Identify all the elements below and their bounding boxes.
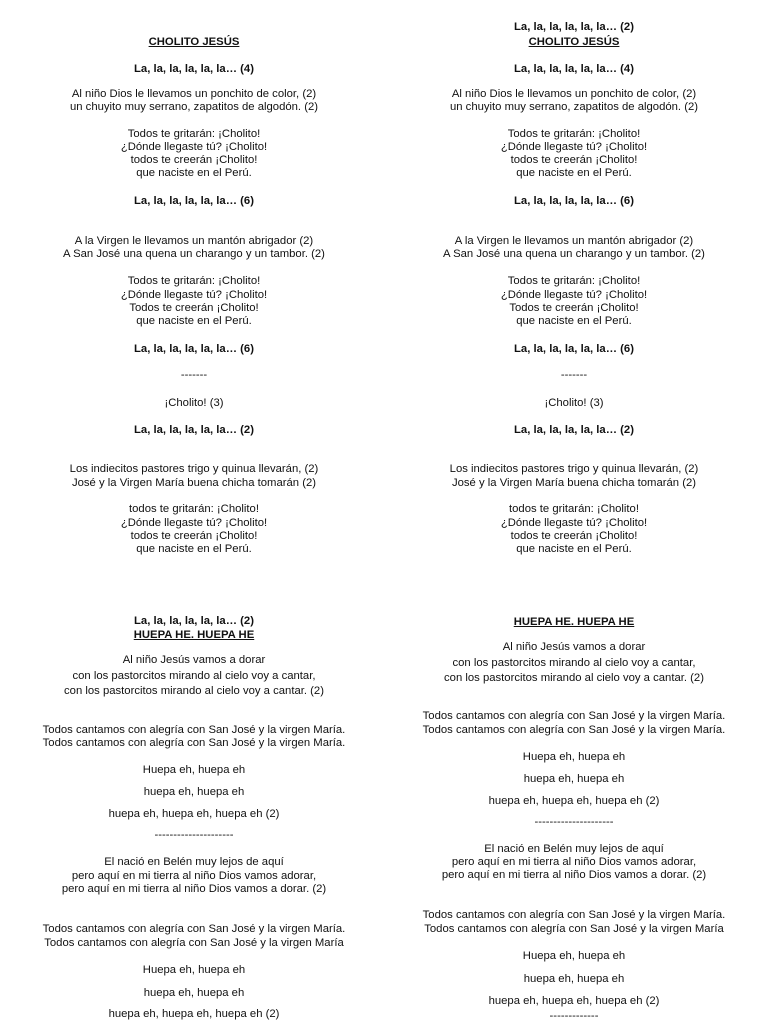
verse-line: pero aquí en mi tierra al niño Dios vamos a dorar. (2)	[61, 883, 327, 895]
chorus-line: Todos te gritarán: ¡Cholito!	[127, 128, 261, 140]
todos-line: Todos cantamos con alegría con San José y la virgen María.	[422, 710, 726, 722]
chorus-line: Todos te gritarán: ¡Cholito!	[507, 128, 641, 140]
verse-line: A la Virgen le llevamos un mantón abrigador (2)	[454, 235, 694, 247]
chorus-line: todos te creerán ¡Cholito!	[510, 530, 638, 542]
chorus-line: todos te creerán ¡Cholito!	[510, 154, 638, 166]
chorus-line: ¿Dónde llegaste tú? ¡Cholito!	[500, 141, 648, 153]
refrain: La, la, la, la, la, la… (6)	[134, 195, 254, 207]
chorus-line: Todos te creerán ¡Cholito!	[129, 302, 259, 314]
verse-line: pero aquí en mi tierra al niño Dios vamos adorar,	[451, 856, 697, 868]
todos-line: Todos cantamos con alegría con San José y la virgen María.	[422, 909, 726, 921]
chorus-line: todos te creerán ¡Cholito!	[130, 154, 258, 166]
verse-line: con los pastorcitos mirando al cielo voy a cantar. (2)	[444, 672, 704, 684]
chorus-line: que naciste en el Perú.	[136, 315, 252, 327]
chorus-line: que naciste en el Perú.	[516, 315, 632, 327]
verse-line: con los pastorcitos mirando al cielo voy a cantar. (2)	[64, 685, 324, 697]
refrain: La, la, la, la, la, la… (2)	[134, 424, 254, 436]
huepa-line: Huepa eh, huepa eh	[522, 751, 626, 763]
huepa-line: Huepa eh, huepa eh	[142, 964, 246, 976]
todos-line: Todos cantamos con alegría con San José y la virgen María	[44, 937, 344, 949]
chorus-line: todos te creerán ¡Cholito!	[130, 530, 258, 542]
verse-line: A San José una quena un charango y un tambor. (2)	[63, 248, 325, 260]
refrain: La, la, la, la, la, la… (6)	[514, 195, 634, 207]
refrain: La, la, la, la, la, la… (2)	[134, 615, 254, 627]
verse-line: Al niño Dios le llevamos un ponchito de color, (2)	[451, 88, 697, 100]
chorus-line: Todos te gritarán: ¡Cholito!	[127, 275, 261, 287]
huepa-line: huepa eh, huepa eh	[143, 786, 245, 798]
verse-line: Los indiecitos pastores trigo y quinua llevarán, (2)	[449, 463, 699, 475]
todos-line: Todos cantamos con alegría con San José y la virgen María.	[42, 737, 346, 749]
verse-line: un chuyito muy serrano, zapatitos de algodón. (2)	[449, 101, 699, 113]
verse-line: Al niño Jesús vamos a dorar	[502, 641, 646, 653]
song-title: CHOLITO JESÚS	[148, 36, 240, 48]
verse-line: El nació en Belén muy lejos de aquí	[484, 843, 664, 855]
refrain: La, la, la, la, la, la… (4)	[514, 63, 634, 75]
verse-line: pero aquí en mi tierra al niño Dios vamos a dorar. (2)	[441, 869, 707, 881]
chorus-line: ¿Dónde llegaste tú? ¡Cholito!	[500, 517, 648, 529]
huepa-line: huepa eh, huepa eh, huepa eh (2)	[108, 1008, 280, 1020]
chorus-line: que naciste en el Perú.	[136, 543, 252, 555]
separator: -------	[180, 369, 208, 381]
refrain: La, la, la, la, la, la… (4)	[134, 63, 254, 75]
song-title: HUEPA HE. HUEPA HE	[133, 629, 255, 641]
chorus-line: ¿Dónde llegaste tú? ¡Cholito!	[120, 141, 268, 153]
verse-line: El nació en Belén muy lejos de aquí	[104, 856, 284, 868]
refrain: La, la, la, la, la, la… (6)	[134, 343, 254, 355]
song-title: HUEPA HE. HUEPA HE	[513, 616, 635, 628]
cholito-line: ¡Cholito! (3)	[164, 397, 224, 409]
todos-line: Todos cantamos con alegría con San José y la virgen María.	[422, 724, 726, 736]
chorus-line: Todos te creerán ¡Cholito!	[509, 302, 639, 314]
verse-line: José y la Virgen María buena chicha tomarán (2)	[71, 477, 317, 489]
refrain: La, la, la, la, la, la… (2)	[514, 21, 634, 33]
separator: -------	[560, 369, 588, 381]
huepa-line: huepa eh, huepa eh, huepa eh (2)	[488, 995, 660, 1007]
huepa-line: Huepa eh, huepa eh	[522, 950, 626, 962]
huepa-line: huepa eh, huepa eh	[523, 973, 625, 985]
verse-line: pero aquí en mi tierra al niño Dios vamos adorar,	[71, 870, 317, 882]
refrain: La, la, la, la, la, la… (2)	[514, 424, 634, 436]
cholito-line: ¡Cholito! (3)	[544, 397, 604, 409]
huepa-line: Huepa eh, huepa eh	[142, 764, 246, 776]
todos-line: Todos cantamos con alegría con San José y la virgen María.	[42, 724, 346, 736]
verse-line: Al niño Dios le llevamos un ponchito de color, (2)	[71, 88, 317, 100]
chorus-line: que naciste en el Perú.	[136, 167, 252, 179]
verse-line: José y la Virgen María buena chicha tomarán (2)	[451, 477, 697, 489]
chorus-line: que naciste en el Perú.	[516, 543, 632, 555]
verse-line: Al niño Jesús vamos a dorar	[122, 654, 266, 666]
verse-line: A San José una quena un charango y un tambor. (2)	[443, 248, 705, 260]
verse-line: con los pastorcitos mirando al cielo voy a cantar,	[452, 657, 696, 669]
chorus-line: ¿Dónde llegaste tú? ¡Cholito!	[120, 517, 268, 529]
chorus-line: ¿Dónde llegaste tú? ¡Cholito!	[500, 289, 648, 301]
song-title: CHOLITO JESÚS	[528, 36, 620, 48]
separator: -------------	[549, 1010, 599, 1022]
chorus-line: todos te gritarán: ¡Cholito!	[129, 503, 259, 515]
huepa-line: huepa eh, huepa eh	[143, 987, 245, 999]
todos-line: Todos cantamos con alegría con San José y la virgen María	[424, 923, 724, 935]
separator: ---------------------	[534, 816, 614, 828]
verse-line: un chuyito muy serrano, zapatitos de algodón. (2)	[69, 101, 319, 113]
verse-line: A la Virgen le llevamos un mantón abrigador (2)	[74, 235, 314, 247]
separator: ---------------------	[154, 829, 234, 841]
huepa-line: huepa eh, huepa eh, huepa eh (2)	[108, 808, 280, 820]
chorus-line: todos te gritarán: ¡Cholito!	[509, 503, 639, 515]
refrain: La, la, la, la, la, la… (6)	[514, 343, 634, 355]
todos-line: Todos cantamos con alegría con San José y la virgen María.	[42, 923, 346, 935]
huepa-line: huepa eh, huepa eh, huepa eh (2)	[488, 795, 660, 807]
huepa-line: huepa eh, huepa eh	[523, 773, 625, 785]
chorus-line: que naciste en el Perú.	[516, 167, 632, 179]
verse-line: con los pastorcitos mirando al cielo voy a cantar,	[72, 670, 316, 682]
chorus-line: Todos te gritarán: ¡Cholito!	[507, 275, 641, 287]
verse-line: Los indiecitos pastores trigo y quinua llevarán, (2)	[69, 463, 319, 475]
chorus-line: ¿Dónde llegaste tú? ¡Cholito!	[120, 289, 268, 301]
